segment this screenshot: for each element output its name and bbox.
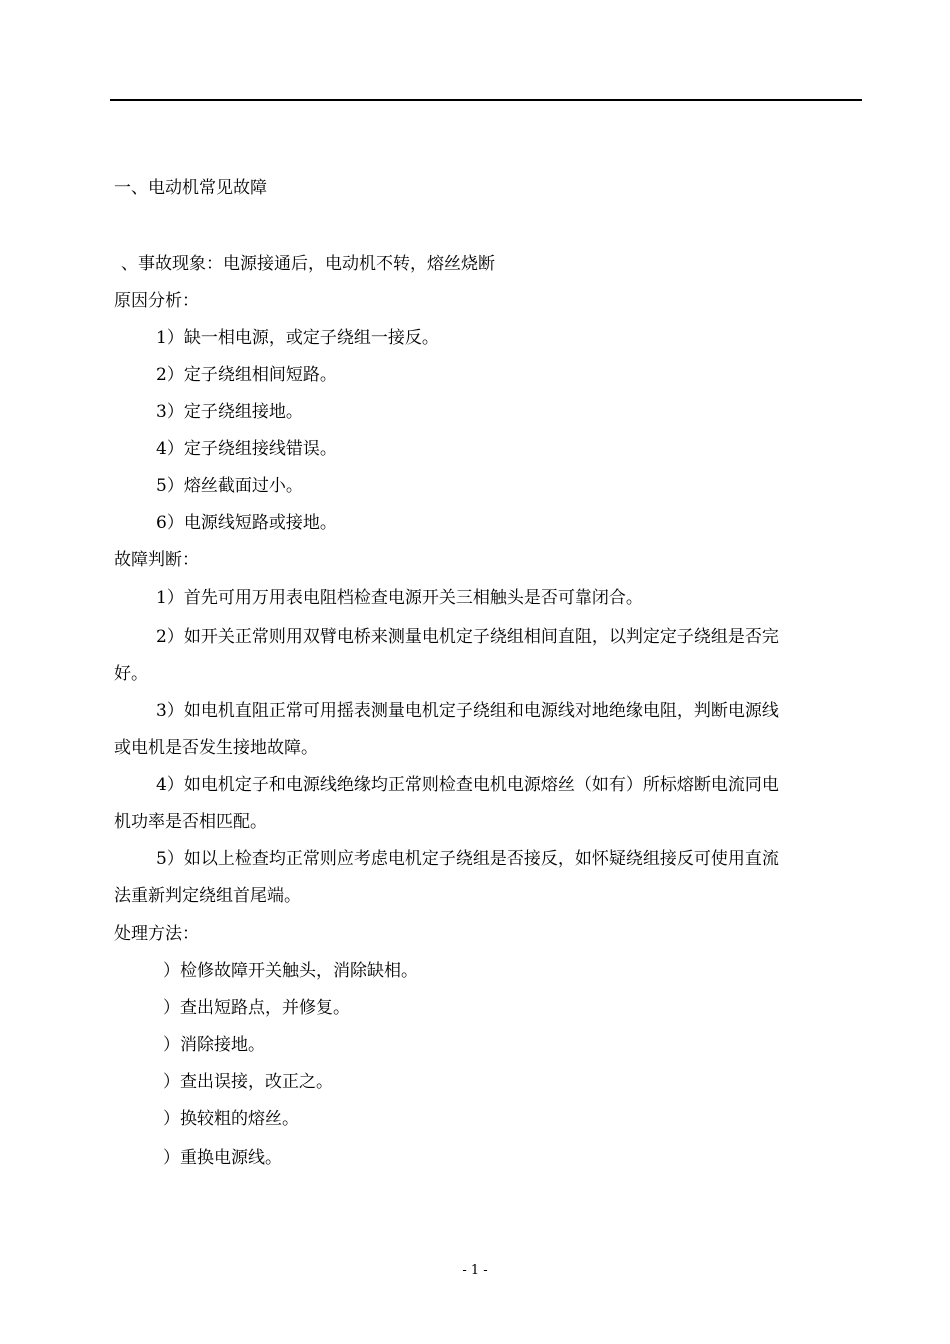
diagnosis-item: 3）如电机直阻正常可用摇表测量电机定子绕组和电源线对地绝缘电阻，判断电源线 xyxy=(156,701,779,721)
cause-heading: 原因分析： xyxy=(114,291,199,311)
section-title: 一、电动机常见故障 xyxy=(114,178,267,198)
header-rule xyxy=(110,99,862,101)
cause-item: 3）定子绕组接地。 xyxy=(156,402,303,422)
cause-item: 6）电源线短路或接地。 xyxy=(156,513,337,533)
diagnosis-item-cont: 或电机是否发生接地故障。 xyxy=(114,738,318,758)
treatment-item: ）重换电源线。 xyxy=(163,1148,282,1168)
diagnosis-item: 1）首先可用万用表电阻档检查电源开关三相触头是否可靠闭合。 xyxy=(156,588,643,608)
cause-item: 1）缺一相电源，或定子绕组一接反。 xyxy=(156,328,439,348)
cause-item: 5）熔丝截面过小。 xyxy=(156,476,303,496)
treatment-heading: 处理方法： xyxy=(114,924,199,944)
cause-item: 2）定子绕组相间短路。 xyxy=(156,365,337,385)
diagnosis-item-cont: 法重新判定绕组首尾端。 xyxy=(114,886,301,906)
treatment-item: ）换较粗的熔丝。 xyxy=(163,1109,299,1129)
treatment-item: ）查出误接，改正之。 xyxy=(163,1072,333,1092)
diagnosis-item: 4）如电机定子和电源线绝缘均正常则检查电机电源熔丝（如有）所标熔断电流同电 xyxy=(156,775,779,795)
diagnosis-item: 2）如开关正常则用双臂电桥来测量电机定子绕组相间直阻，以判定定子绕组是否完 xyxy=(156,627,779,647)
diagnosis-heading: 故障判断： xyxy=(114,550,199,570)
treatment-item: ）查出短路点，并修复。 xyxy=(163,998,350,1018)
page-number: - 1 - xyxy=(462,1263,488,1278)
cause-item: 4）定子绕组接线错误。 xyxy=(156,439,337,459)
incident-line: 、事故现象：电源接通后，电动机不转，熔丝烧断 xyxy=(121,254,495,274)
diagnosis-item-cont: 好。 xyxy=(114,664,148,684)
diagnosis-item: 5）如以上检查均正常则应考虑电机定子绕组是否接反，如怀疑绕组接反可使用直流 xyxy=(156,849,779,869)
treatment-item: ）检修故障开关触头，消除缺相。 xyxy=(163,961,418,981)
treatment-item: ）消除接地。 xyxy=(163,1035,265,1055)
diagnosis-item-cont: 机功率是否相匹配。 xyxy=(114,812,267,832)
